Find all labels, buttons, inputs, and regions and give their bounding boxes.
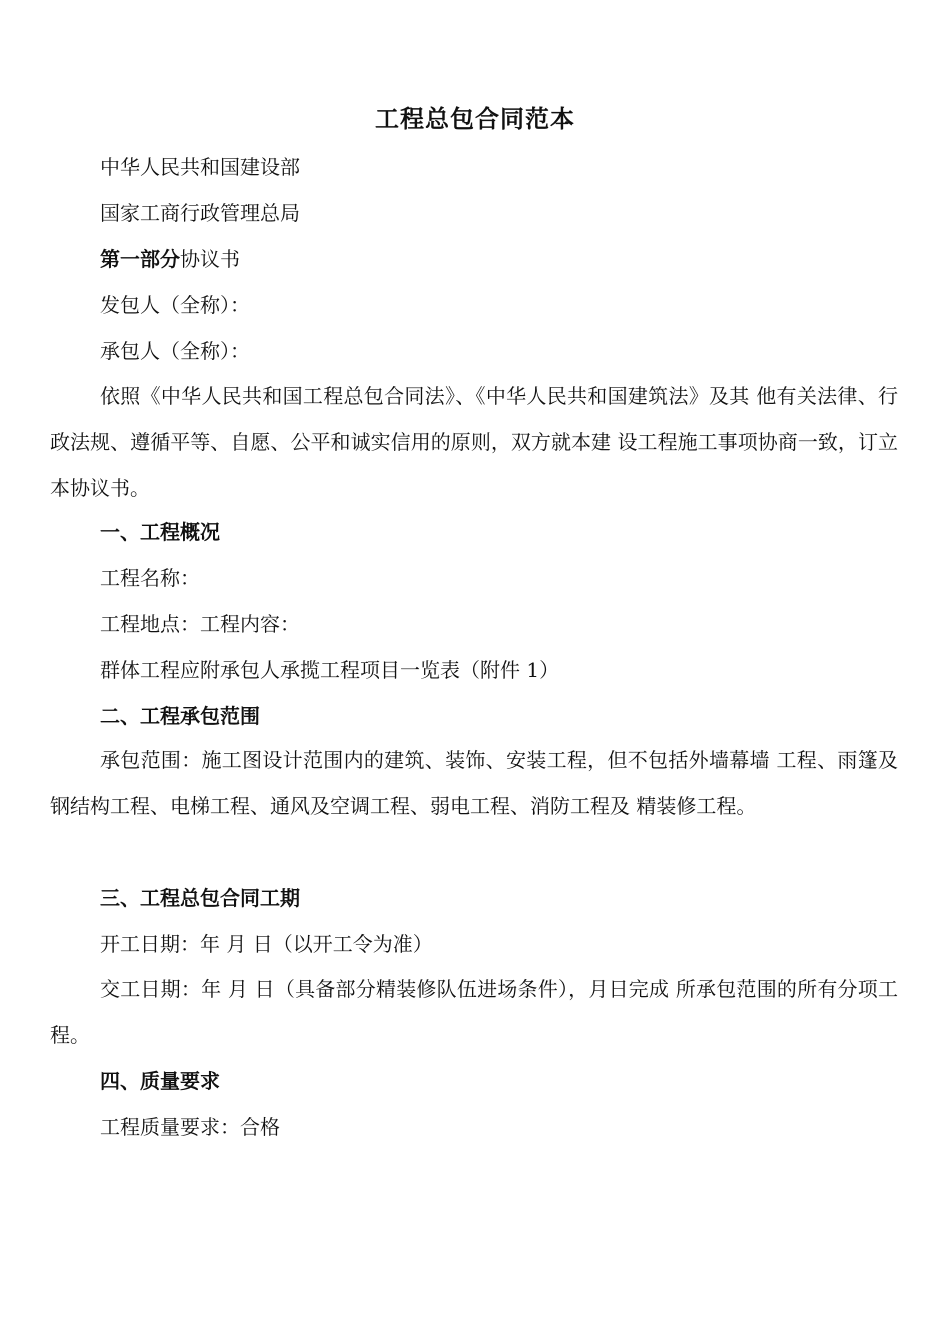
- start-date-line: 开工日期：年 月 日（以开工令为准）: [100, 932, 433, 956]
- part-one-label: 第一部分: [100, 247, 180, 271]
- section-1-heading: 一、工程概况: [100, 520, 220, 544]
- section-3-heading: 三、工程总包合同工期: [100, 886, 300, 910]
- project-name-line: 工程名称：: [100, 566, 200, 590]
- section-2-heading: 二、工程承包范围: [100, 704, 260, 728]
- employer-line: 发包人（全称）：: [100, 293, 250, 317]
- part-one-heading: [100, 244, 240, 274]
- section-4-heading: 四、质量要求: [100, 1069, 220, 1093]
- handover-paragraph: 交工日期：年 月 日（具备部分精装修队伍进场条件），月日完成 所承包范围的所有分项工程。: [50, 977, 898, 1047]
- document-title: 工程总包合同范本: [375, 105, 575, 133]
- scope-paragraph: 承包范围：施工图设计范围内的建筑、装饰、安装工程，但不包括外墙幕墙 工程、雨篷及钢结构工程、电梯工程、通风及空调工程、弱电工程、消防工程及 精装修工程。: [50, 748, 898, 818]
- part-one-title: 协议书: [180, 247, 240, 271]
- issuer-administration: 国家工商行政管理总局: [100, 201, 300, 225]
- attachment-note: 群体工程应附承包人承揽工程项目一览表（附件 1）: [100, 658, 560, 682]
- contractor-line: 承包人（全称）：: [100, 339, 250, 363]
- intro-paragraph: 依照《中华人民共和国工程总包合同法》、《中华人民共和国建筑法》及其 他有关法律、行政法规、遵循平等、自愿、公平和诚实信用的原则，双方就本建 设工程施工事项协商一致，订立本协议书。: [50, 384, 898, 500]
- issuer-ministry: 中华人民共和国建设部: [100, 155, 300, 179]
- quality-line: 工程质量要求：合格: [100, 1115, 280, 1139]
- location-content-line: 工程地点：工程内容：: [100, 612, 300, 636]
